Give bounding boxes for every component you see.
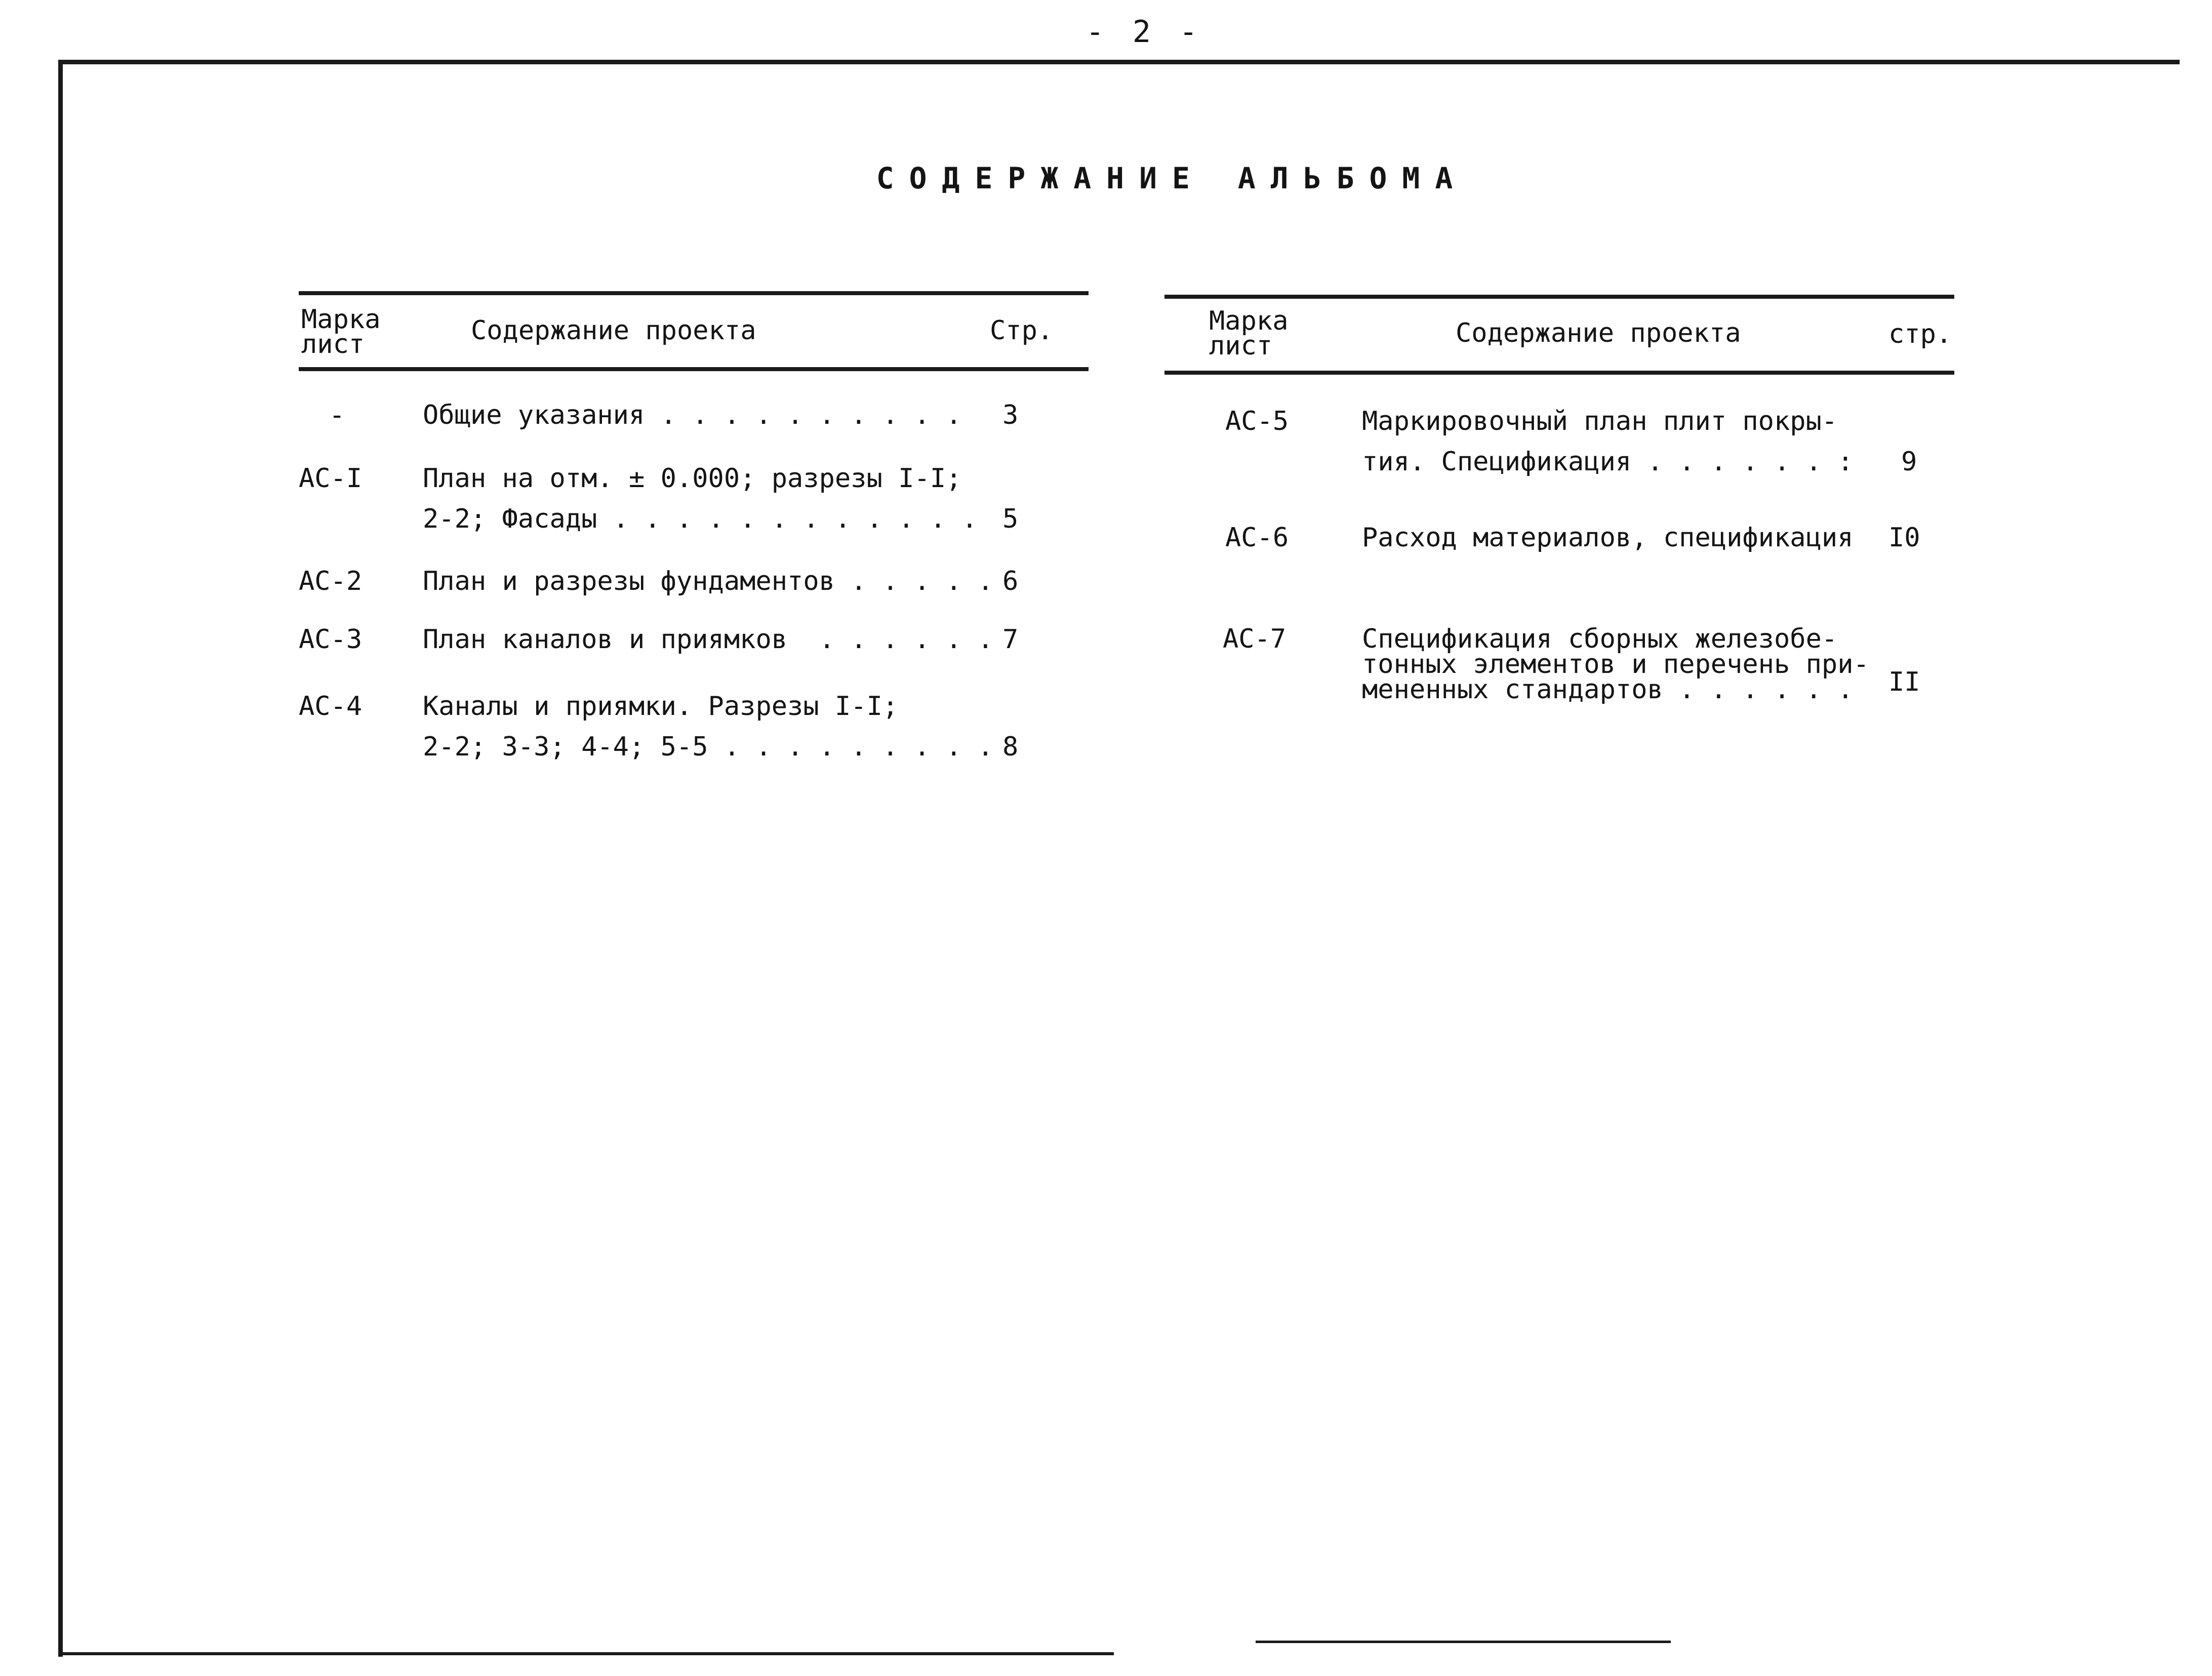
entry-page: I0 [1888, 523, 1920, 553]
frame-bottom-border-left [61, 1652, 1114, 1655]
entry-page: II [1888, 667, 1920, 697]
page-number: - 2 - [1085, 14, 1203, 50]
column-header-page: стр. [1888, 319, 1952, 349]
entry-page: 5 [1002, 504, 1019, 534]
entry-description: Маркировочный план плит покры- тия. Спецификация . . . . . . : [1362, 406, 1854, 477]
entry-page: 8 [1002, 732, 1019, 762]
entry-page: 7 [1002, 624, 1019, 655]
table-rule-header [1164, 371, 1954, 375]
column-header-mark: Марка лист [1209, 306, 1289, 362]
album-title: СОДЕРЖАНИЕ АЛЬБОМА [876, 161, 1468, 195]
column-header-mark: Марка лист [301, 304, 381, 360]
entry-description: План и разрезы фундаментов . . . . . [423, 566, 994, 596]
table-rule-header [299, 367, 1089, 371]
column-header-page: Стр. [990, 315, 1054, 346]
entry-description: Спецификация сборных железобе- тонных элементов и перечень при- мененных стандартов . . . . . . [1362, 624, 1869, 705]
entry-description: Каналы и приямки. Разрезы I-I; 2-2; 3-3; 4-4; 5-5 . . . . . . . . . [423, 691, 994, 762]
entry-mark: АС-5 [1225, 406, 1289, 436]
entry-mark: АС-7 [1223, 624, 1286, 654]
entry-description: Общие указания . . . . . . . . . . [423, 400, 962, 430]
frame-bottom-border-right [1256, 1641, 1671, 1643]
frame-top-border [58, 60, 2180, 64]
entry-mark: - [329, 400, 345, 430]
table-rule-top [1164, 295, 1954, 299]
entry-mark: АС-6 [1225, 523, 1289, 553]
entry-description: План на отм. ± 0.000; разрезы I-I; 2-2; Фасады . . . . . . . . . . . . [423, 463, 978, 534]
entry-description: План каналов и приямков . . . . . . [423, 624, 994, 655]
entry-mark: АС-2 [299, 566, 363, 596]
entry-page: 6 [1002, 566, 1019, 596]
column-header-content: Содержание проекта [1456, 318, 1741, 348]
entry-mark: АС-I [299, 463, 363, 494]
column-header-content: Содержание проекта [471, 315, 756, 346]
entry-mark: АС-3 [299, 624, 363, 655]
table-rule-top [299, 291, 1089, 295]
entry-page: 3 [1002, 400, 1019, 430]
entry-description: Расход материалов, спецификация [1362, 523, 1854, 553]
entry-mark: АС-4 [299, 691, 363, 722]
frame-left-border [58, 62, 63, 1657]
entry-page: 9 [1901, 447, 1917, 477]
